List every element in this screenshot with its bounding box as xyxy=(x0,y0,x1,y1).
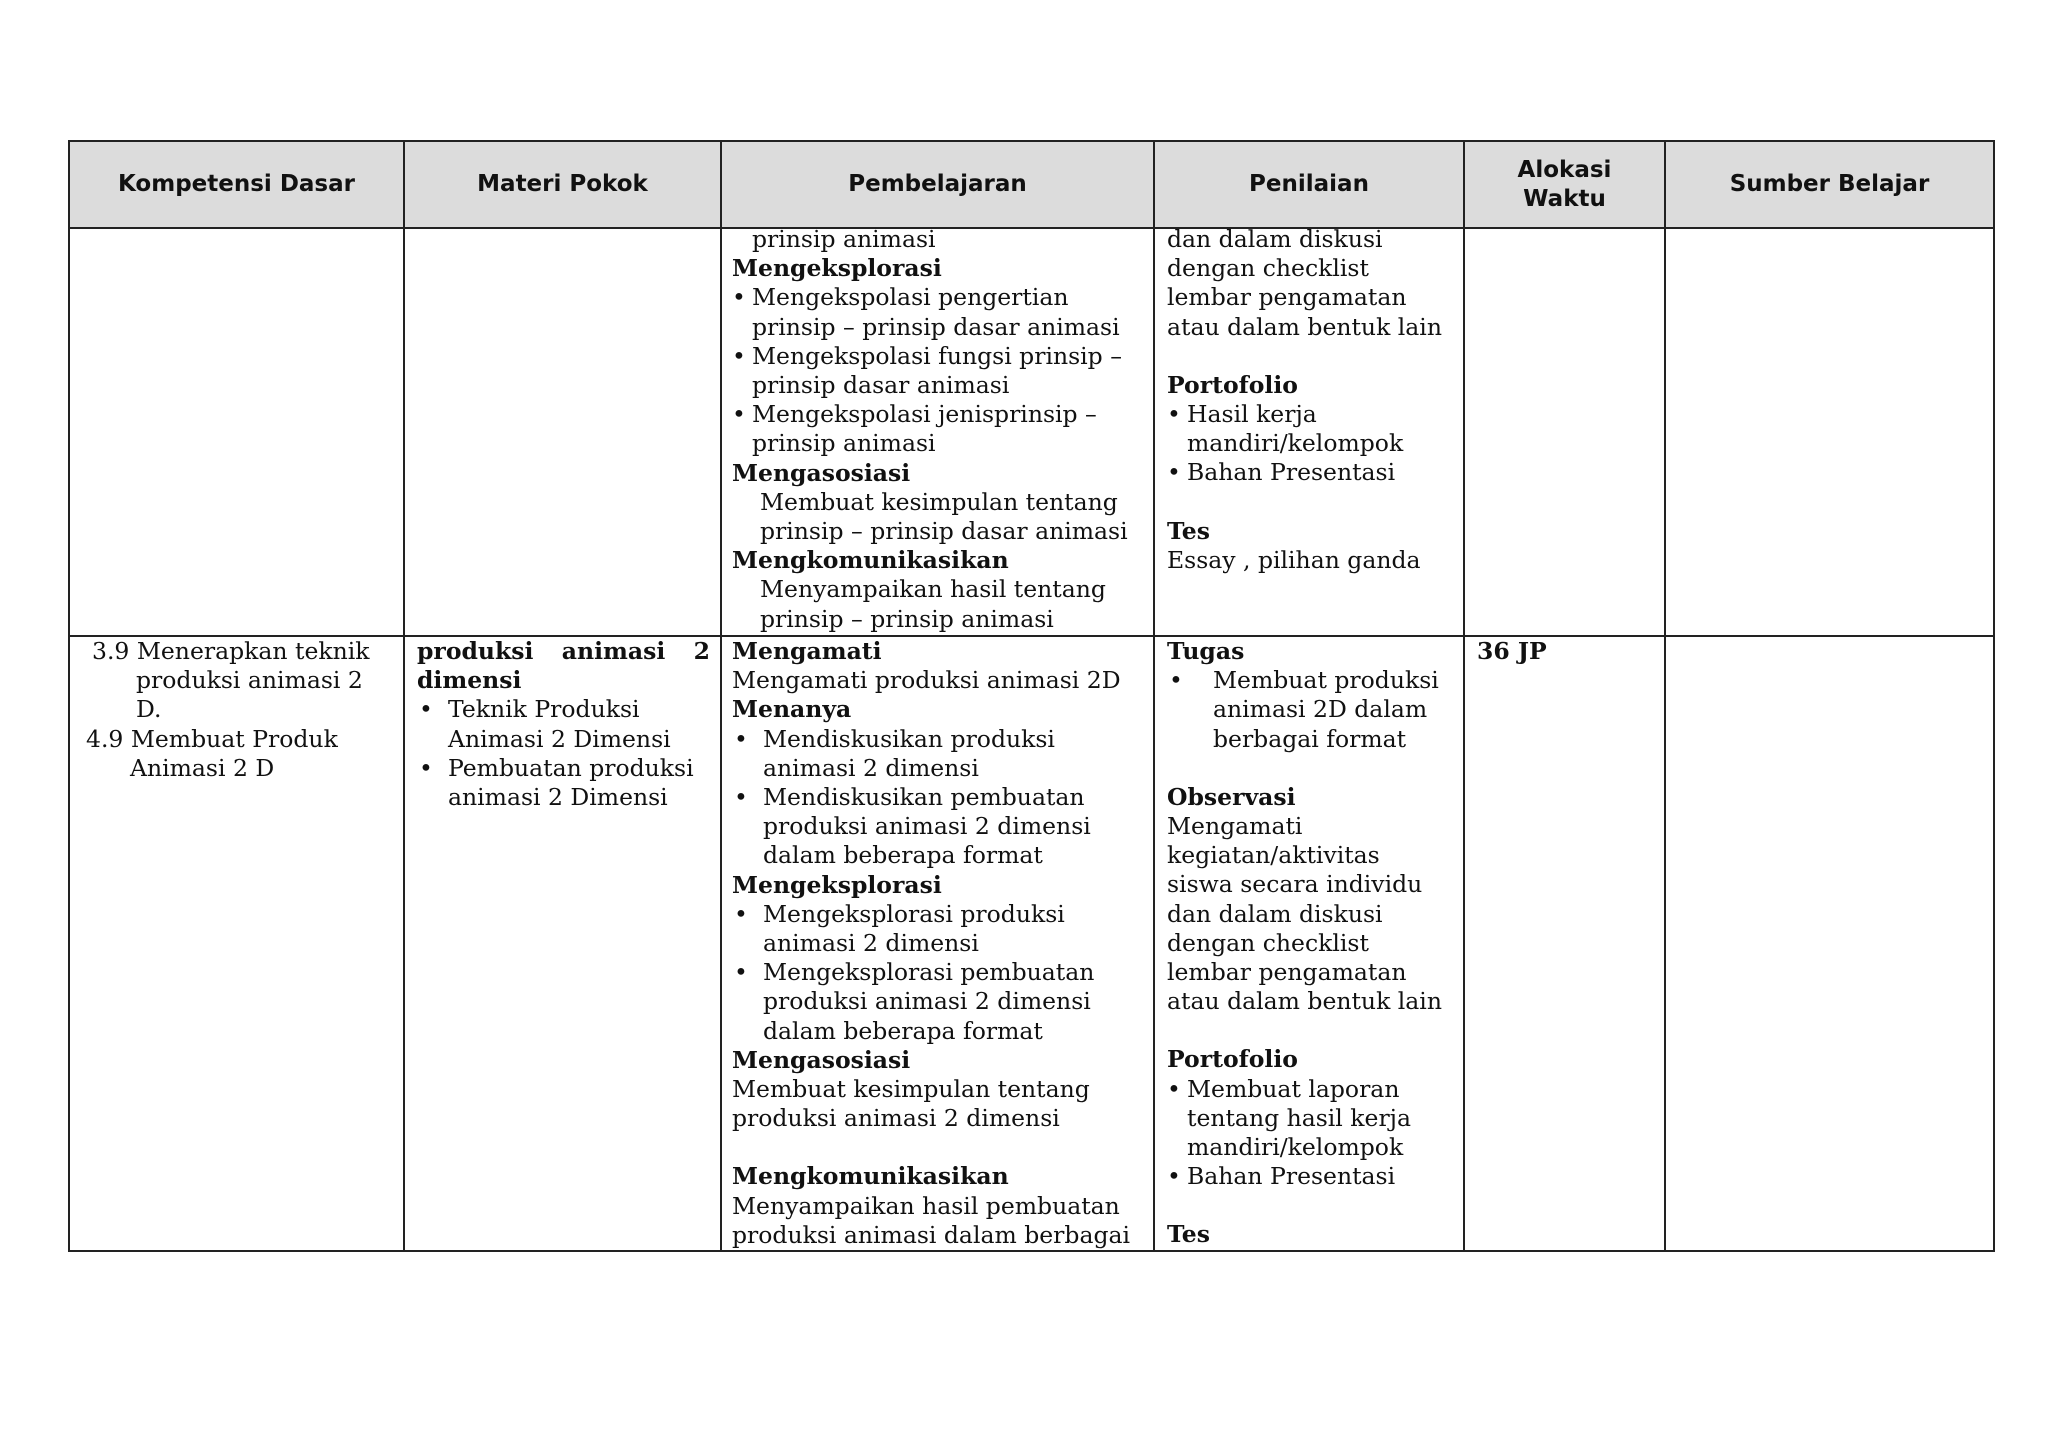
eksplorasi-list xyxy=(732,900,1143,1046)
header-alokasi-line2: Waktu xyxy=(1523,185,1606,212)
menanya-list xyxy=(732,725,1143,871)
asosiasi-line: Membuat kesimpulan tentang xyxy=(732,1075,1090,1104)
header-alokasi-line1: Alokasi xyxy=(1517,156,1612,183)
observasi-line: lembar pengamatan xyxy=(1167,958,1407,987)
materi-title-line: produksi animasi 2 xyxy=(417,637,710,665)
list-item: • Mengekspolasi jenisprinsip – prinsip animasi xyxy=(732,400,1143,458)
header-sumber-belajar: Sumber Belajar xyxy=(1665,141,1994,228)
asosiasi-line: Membuat kesimpulan tentang xyxy=(760,487,1118,516)
asosiasi-line: prinsip – prinsip dasar animasi xyxy=(760,517,1128,546)
observasi-line: siswa secara individu xyxy=(1167,870,1423,899)
header-materi-pokok: Materi Pokok xyxy=(404,141,721,228)
header-row xyxy=(69,141,1994,228)
list-item: • Mengeksplorasi produksi animasi 2 dimensi xyxy=(732,900,1143,958)
observasi-line: dan dalam diskusi xyxy=(1167,899,1383,928)
cell-materi-empty xyxy=(404,228,721,636)
komunikasi-line: Menyampaikan hasil pembuatan xyxy=(732,1191,1120,1220)
komunikasi-line: produksi animasi dalam berbagai xyxy=(732,1220,1131,1249)
list-item: • Bahan Presentasi xyxy=(1167,1162,1453,1191)
cell-alokasi xyxy=(1464,636,1665,1251)
list-item: • Hasil kerja mandiri/kelompok xyxy=(1167,400,1453,458)
observasi-line: atau dalam bentuk lain xyxy=(1167,987,1442,1016)
list-item: • Mendiskusikan produksi animasi 2 dimensi xyxy=(732,725,1143,783)
asosiasi-line: produksi animasi 2 dimensi xyxy=(732,1104,1060,1133)
list-item: • Bahan Presentasi xyxy=(1167,458,1453,487)
penilaian-line: dengan checklist xyxy=(1167,254,1369,283)
spacer xyxy=(1167,1191,1453,1220)
section-title-mengkomunikasikan: Mengkomunikasikan xyxy=(732,1162,1009,1191)
section-title-tes: Tes xyxy=(1167,516,1210,545)
spacer xyxy=(1167,754,1453,783)
spacer xyxy=(1167,1016,1453,1045)
penilaian-line: lembar pengamatan xyxy=(1167,283,1407,312)
cell-kd xyxy=(69,636,404,1251)
mengamati-text: Mengamati produksi animasi 2D xyxy=(732,666,1121,695)
header-penilaian: Penilaian xyxy=(1154,141,1464,228)
cell-pembelajaran xyxy=(721,225,1154,636)
komunikasi-line: prinsip – prinsip animasi xyxy=(760,604,1054,633)
section-title-menanya: Menanya xyxy=(732,695,852,724)
section-title-portofolio: Portofolio xyxy=(1167,1045,1298,1074)
list-item: • Pembuatan produksi animasi 2 Dimensi xyxy=(417,754,710,812)
portofolio-list xyxy=(1167,400,1453,488)
table-row xyxy=(69,636,1994,1251)
section-title-mengeksplorasi: Mengeksplorasi xyxy=(732,254,942,283)
cell-sumber-empty xyxy=(1665,228,1994,636)
kd-item: 4.9 Membuat Produk Animasi 2 D xyxy=(86,724,338,782)
section-title-mengasosiasi: Mengasosiasi xyxy=(732,458,911,487)
cell-penilaian xyxy=(1154,636,1464,1251)
portofolio-list xyxy=(1167,1075,1453,1192)
alokasi-value: 36 JP xyxy=(1477,637,1547,665)
list-item: • Membuat laporan tentang hasil kerja mandiri/kelompok xyxy=(1167,1075,1453,1163)
cell-penilaian xyxy=(1154,225,1464,636)
header-kompetensi-dasar: Kompetensi Dasar xyxy=(69,141,404,228)
header-alokasi-waktu xyxy=(1464,141,1665,228)
spacer xyxy=(1167,488,1453,517)
list-item: • Teknik Produksi Animasi 2 Dimensi xyxy=(417,695,710,753)
komunikasi-line: Menyampaikan hasil tentang xyxy=(760,575,1106,604)
list-item: • Mengeksplorasi pembuatan produksi animasi 2 dimensi dalam beberapa format xyxy=(732,958,1143,1046)
pembelajaran-continuation: prinsip animasi xyxy=(752,225,936,253)
section-title-mengamati: Mengamati xyxy=(732,637,882,665)
section-title-tes: Tes xyxy=(1167,1220,1210,1249)
section-title-mengeksplorasi: Mengeksplorasi xyxy=(732,870,942,899)
observasi-line: kegiatan/aktivitas xyxy=(1167,841,1380,870)
spacer xyxy=(732,1133,1143,1162)
section-title-mengkomunikasikan: Mengkomunikasikan xyxy=(732,546,1009,575)
spacer xyxy=(1167,342,1453,371)
table-row xyxy=(69,228,1994,636)
kd-item: 3.9 Menerapkan teknik produksi animasi 2 D. xyxy=(92,637,370,724)
tugas-list xyxy=(1167,666,1453,754)
section-title-mengasosiasi: Mengasosiasi xyxy=(732,1045,911,1074)
cell-pembelajaran xyxy=(721,636,1154,1251)
materi-title-line: dimensi xyxy=(417,666,522,695)
observasi-line: Mengamati xyxy=(1167,812,1303,841)
section-title-observasi: Observasi xyxy=(1167,782,1296,811)
eksplorasi-list xyxy=(732,283,1143,458)
cell-sumber-empty xyxy=(1665,636,1994,1251)
syllabus-table xyxy=(68,140,1995,1252)
cell-kd-empty xyxy=(69,228,404,636)
penilaian-line: atau dalam bentuk lain xyxy=(1167,312,1442,341)
list-item: • Mendiskusikan pembuatan produksi animasi 2 dimensi dalam beberapa format xyxy=(732,783,1143,871)
observasi-line: dengan checklist xyxy=(1167,928,1369,957)
cell-alokasi-empty xyxy=(1464,228,1665,636)
list-item: • Mengekspolasi fungsi prinsip – prinsip dasar animasi xyxy=(732,342,1143,400)
section-title-tugas: Tugas xyxy=(1167,637,1245,665)
materi-list xyxy=(417,695,710,812)
cell-materi xyxy=(404,636,721,1251)
header-pembelajaran: Pembelajaran xyxy=(721,141,1154,228)
tes-text: Essay , pilihan ganda xyxy=(1167,545,1421,574)
penilaian-line: dan dalam diskusi xyxy=(1167,225,1383,253)
list-item: • Membuat produksi animasi 2D dalam berbagai format xyxy=(1167,666,1453,754)
list-item: • Mengekspolasi pengertian prinsip – prinsip dasar animasi xyxy=(732,283,1143,341)
section-title-portofolio: Portofolio xyxy=(1167,370,1298,399)
